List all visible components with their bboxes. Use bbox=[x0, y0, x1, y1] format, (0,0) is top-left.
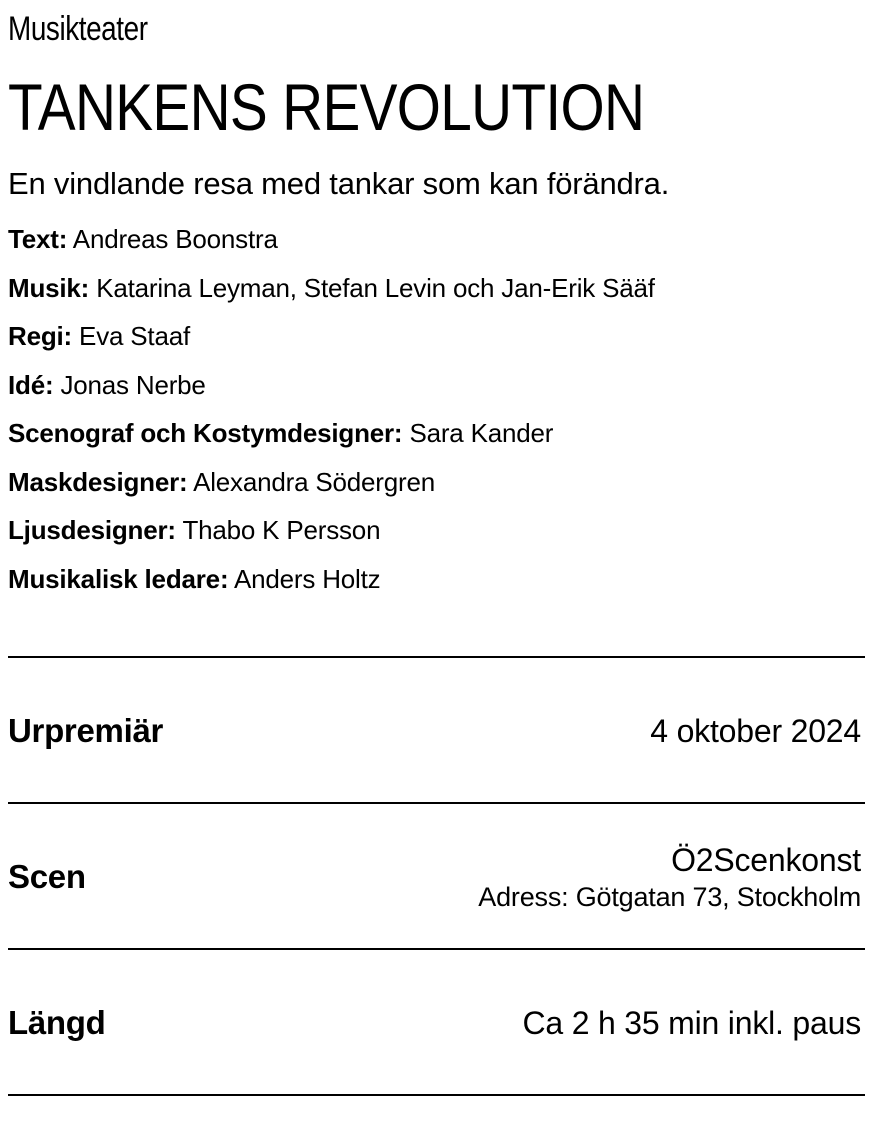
credit-names: Sara Kander bbox=[409, 418, 554, 448]
credit-lighting bbox=[8, 506, 865, 555]
credits-list bbox=[8, 215, 865, 603]
info-row-premiere bbox=[8, 656, 865, 802]
credit-names: Anders Holtz bbox=[234, 563, 381, 594]
credit-names: Thabo K Persson bbox=[182, 515, 381, 545]
info-label: Scen bbox=[8, 858, 86, 895]
info-table bbox=[8, 656, 865, 1096]
credit-names: Alexandra Södergren bbox=[193, 466, 435, 497]
info-value bbox=[478, 804, 861, 950]
credit-names: Eva Staaf bbox=[79, 321, 190, 351]
info-value bbox=[650, 658, 861, 804]
info-value bbox=[523, 950, 862, 1096]
info-row-stage bbox=[8, 802, 865, 948]
info-label: Längd bbox=[8, 1004, 106, 1041]
premiere-date: 4 oktober 2024 bbox=[650, 713, 861, 749]
credit-role: Scenograf och Kostymdesigner: bbox=[8, 418, 403, 448]
credit-role: Ljusdesigner: bbox=[8, 515, 176, 545]
credit-musical-director bbox=[8, 555, 865, 604]
credit-text bbox=[8, 215, 865, 264]
tagline: En vindlande resa med tankar som kan förändra. bbox=[8, 166, 670, 201]
credit-role: Idé: bbox=[8, 369, 54, 400]
show-info-page bbox=[8, 0, 865, 1041]
stage-name: Ö2Scenkonst bbox=[671, 842, 861, 878]
duration: Ca 2 h 35 min inkl. paus bbox=[522, 1005, 861, 1041]
credit-role: Text: bbox=[8, 224, 68, 254]
credit-role: Maskdesigner: bbox=[8, 466, 188, 497]
page-title: TANKENS REVOLUTION bbox=[8, 70, 645, 144]
credit-names: Andreas Boonstra bbox=[72, 224, 278, 254]
info-row-length bbox=[8, 948, 865, 1096]
credit-direction bbox=[8, 312, 865, 361]
stage-address: Adress: Götgatan 73, Stockholm bbox=[478, 882, 861, 912]
credit-names: Jonas Nerbe bbox=[60, 369, 206, 400]
credit-role: Musikalisk ledare: bbox=[8, 563, 229, 594]
info-label: Urpremiär bbox=[8, 712, 164, 749]
credit-role: Musik: bbox=[8, 272, 90, 303]
credit-names: Katarina Leyman, Stefan Levin och Jan-Erik Sääf bbox=[96, 272, 655, 303]
credit-makeup bbox=[8, 458, 865, 507]
credit-music bbox=[8, 264, 865, 313]
credit-idea bbox=[8, 361, 865, 410]
credit-set-costume bbox=[8, 409, 865, 458]
credit-role: Regi: bbox=[8, 321, 73, 351]
category-label: Musikteater bbox=[8, 10, 148, 48]
